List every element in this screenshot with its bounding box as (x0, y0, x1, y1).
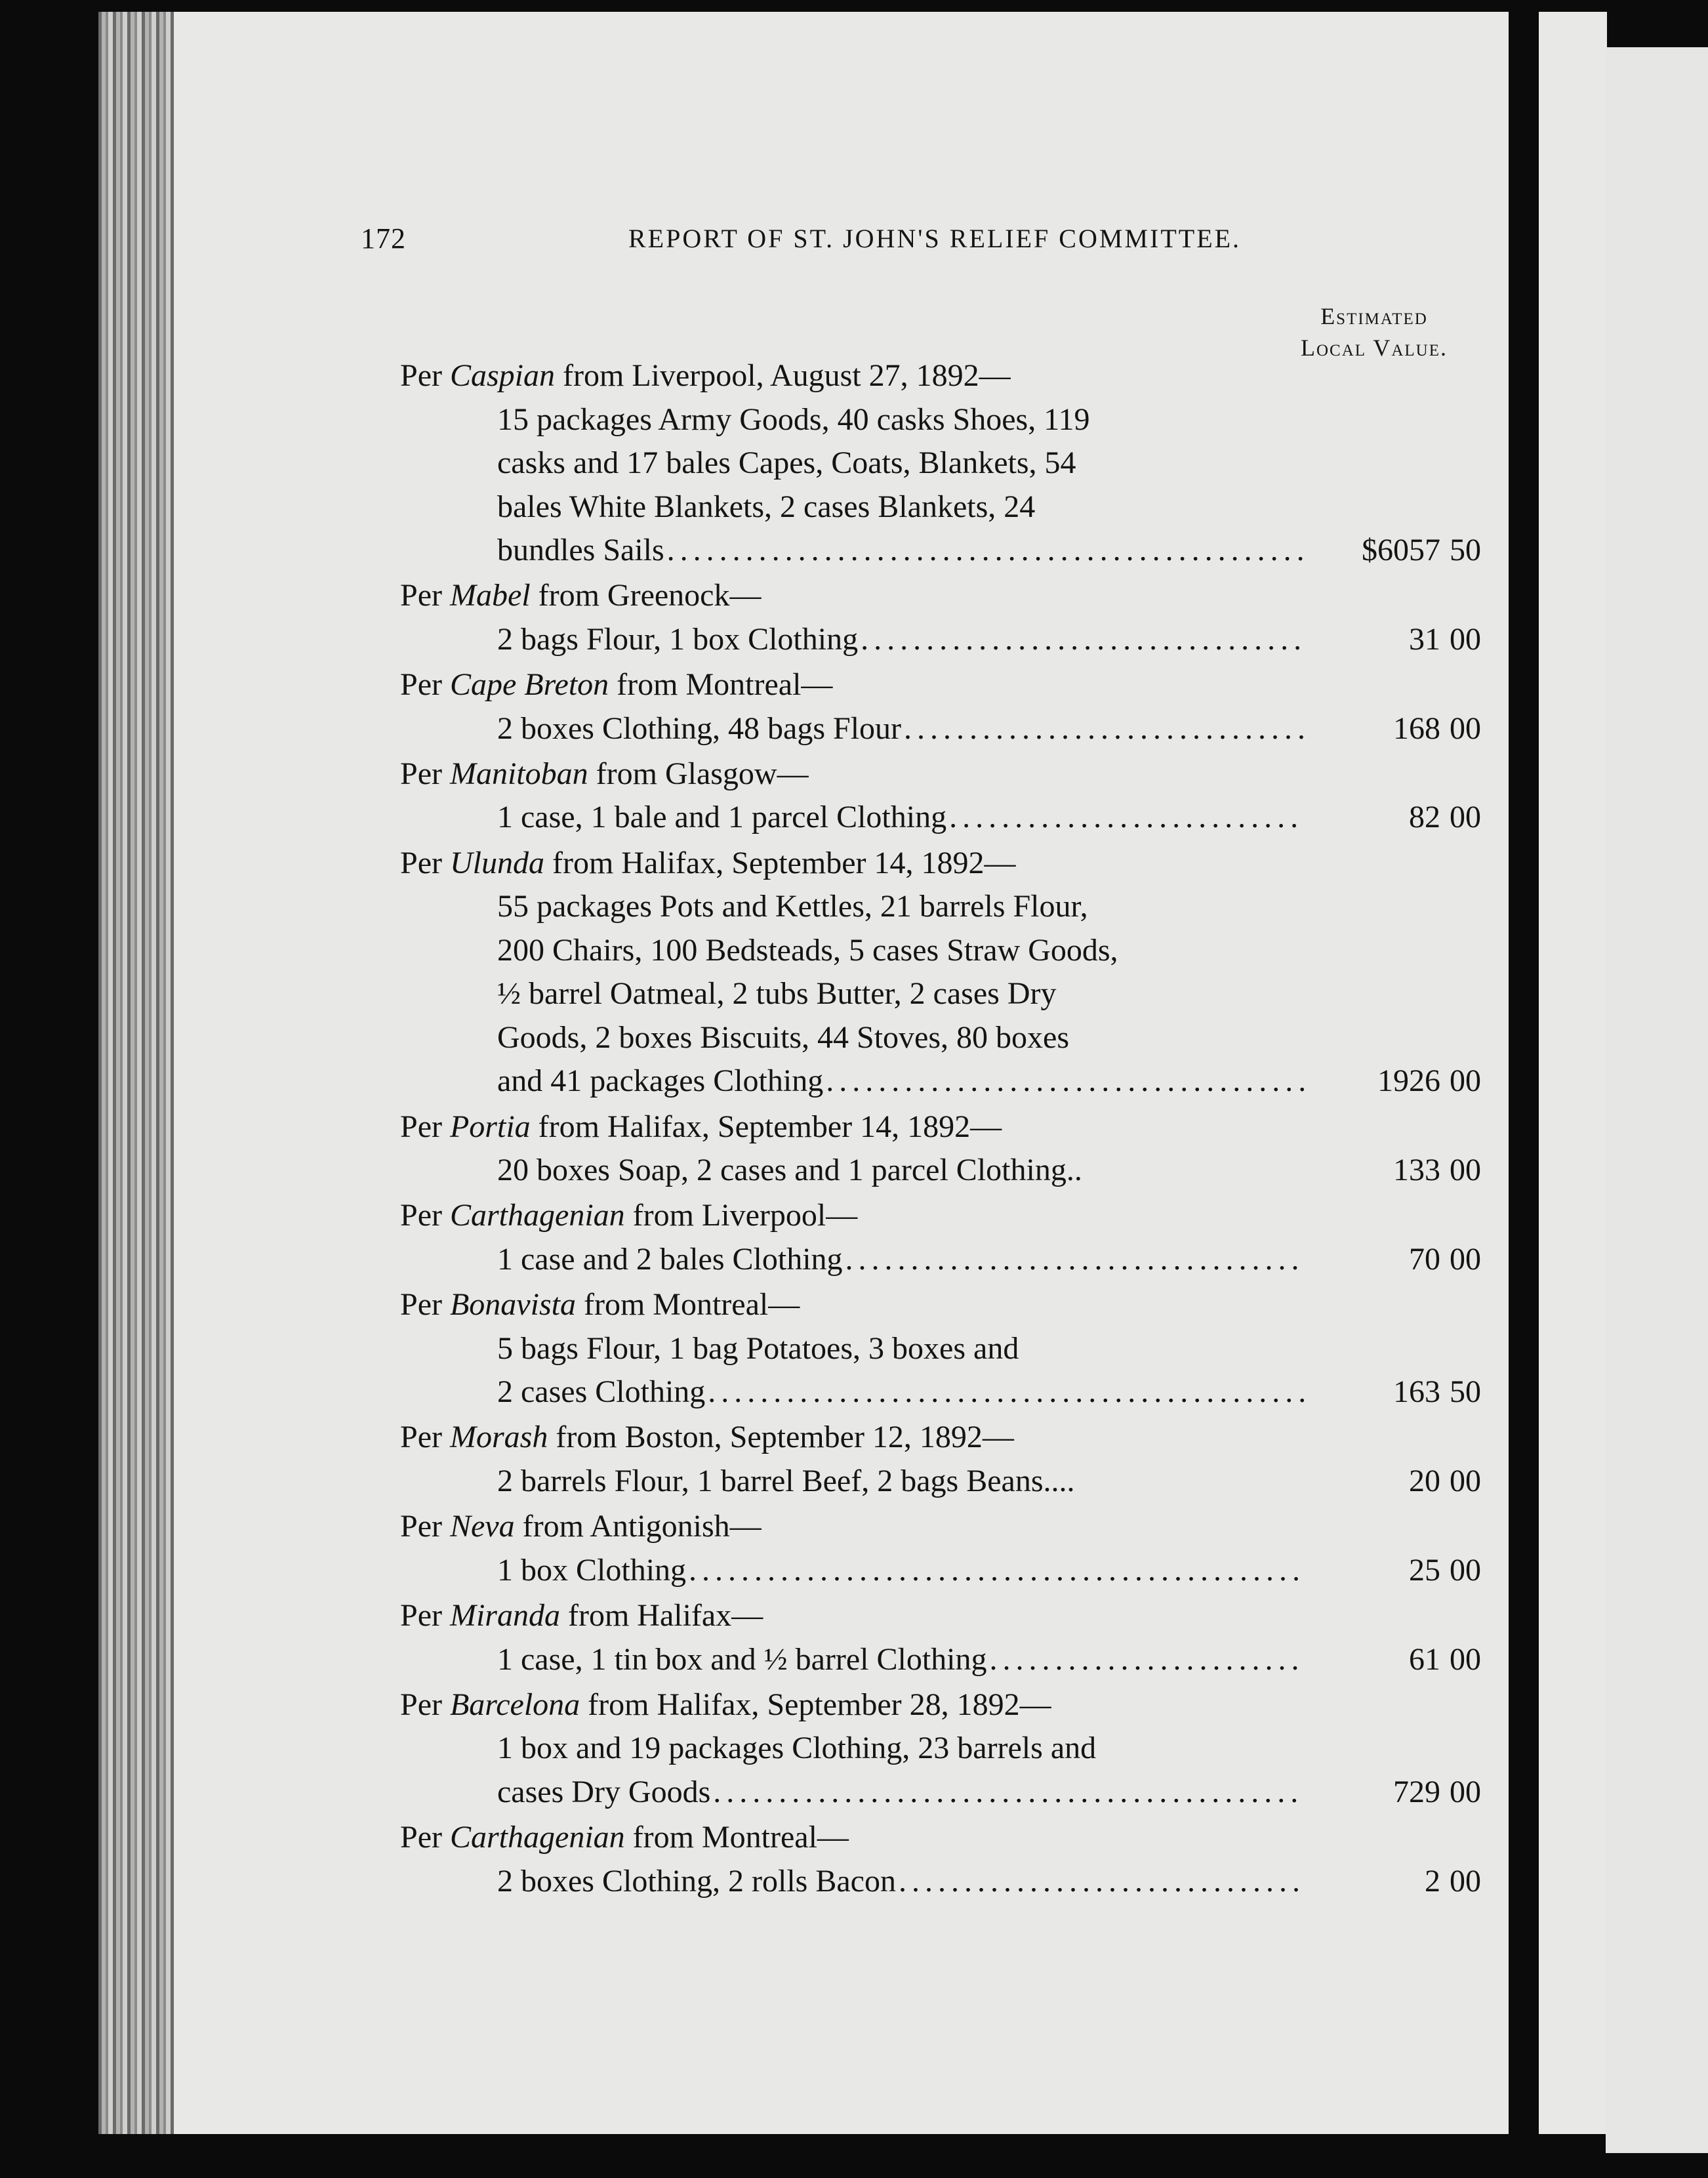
shipment-header (400, 1816, 1253, 1859)
leader-row (497, 1638, 1304, 1681)
ship-origin: from Montreal— (632, 1820, 849, 1855)
per-label: Per (400, 1287, 442, 1323)
value-dollars: 82 (1409, 800, 1440, 835)
ship-name: Carthagenian (449, 1820, 625, 1855)
goods-text: 1 box Clothing (497, 1552, 687, 1588)
per-label: Per (400, 667, 442, 703)
shipment-header (400, 1683, 1253, 1727)
ship-name: Morash (449, 1420, 548, 1455)
running-title: REPORT OF ST. JOHN'S RELIEF COMMITTEE. (628, 224, 1242, 253)
value-dollars: 25 (1409, 1552, 1440, 1588)
per-label: Per (400, 1687, 442, 1722)
ship-name: Ulunda (449, 845, 544, 880)
value-dollars: 1926 (1377, 1063, 1440, 1099)
goods-text: 1 case and 2 bales Clothing (497, 1241, 843, 1277)
value-cents: 00 (1450, 1063, 1481, 1099)
value-cents: 00 (1450, 1153, 1481, 1187)
ship-name: Neva (449, 1509, 515, 1544)
per-label: Per (400, 578, 442, 613)
goods-text: Goods, 2 boxes Biscuits, 44 Stoves, 80 boxes (497, 1019, 1070, 1055)
goods-line (497, 1860, 1304, 1903)
shipment-header (400, 1283, 1253, 1326)
shipment-header (400, 663, 1253, 707)
leader-row (497, 796, 1304, 839)
dot-leader (689, 1549, 1304, 1592)
estimated-value (1318, 618, 1515, 661)
shipment-header (400, 574, 1253, 617)
shipment-header (400, 1505, 1253, 1548)
goods-line (497, 1638, 1304, 1681)
value-cents: 00 (1450, 1863, 1481, 1899)
goods-line (497, 1460, 1304, 1503)
value-header-line-2: Local Value. (1300, 335, 1448, 361)
shipment-header (400, 1416, 1253, 1459)
goods-text: 1 case, 1 tin box and ½ barrel Clothing (497, 1641, 987, 1677)
per-label: Per (400, 1820, 442, 1855)
leader-row (497, 529, 1304, 572)
estimated-value (1318, 1638, 1515, 1681)
page-gutter (1509, 0, 1539, 2178)
leader-row (497, 1860, 1304, 1903)
per-label: Per (400, 358, 442, 393)
estimated-value (1318, 1860, 1515, 1903)
value-dollars: 70 (1409, 1241, 1440, 1277)
per-label: Per (400, 1598, 442, 1633)
goods-text: and 41 packages Clothing (497, 1063, 824, 1099)
ship-name: Manitoban (449, 756, 588, 791)
estimated-value (1318, 529, 1515, 572)
ship-name: Cape Breton (449, 667, 609, 703)
goods-line (497, 1727, 1304, 1770)
goods-line (497, 1771, 1304, 1814)
goods-text: 200 Chairs, 100 Bedsteads, 5 cases Straw Goods, (497, 932, 1118, 968)
estimated-value (1318, 1149, 1515, 1192)
shipment-header (400, 842, 1253, 885)
dot-leader (990, 1638, 1304, 1681)
goods-text: 1 case, 1 bale and 1 parcel Clothing (497, 800, 947, 835)
ship-origin: from Halifax— (567, 1598, 763, 1633)
dot-leader (899, 1860, 1304, 1903)
goods-text: cases Dry Goods (497, 1774, 711, 1809)
value-cents: 00 (1450, 1241, 1481, 1277)
goods-line (497, 1327, 1304, 1370)
ship-name: Portia (449, 1109, 531, 1144)
ship-origin: from Montreal— (583, 1287, 800, 1323)
ship-origin: from Halifax, September 14, 1892— (538, 1109, 1002, 1144)
ship-origin: from Boston, September 12, 1892— (556, 1420, 1014, 1455)
goods-line (497, 1016, 1304, 1059)
goods-text: 1 box and 19 packages Clothing, 23 barrels and (497, 1731, 1097, 1766)
value-cents: 50 (1450, 1374, 1481, 1410)
per-label: Per (400, 756, 442, 791)
dot-leader (949, 796, 1304, 839)
ship-name: Caspian (449, 358, 556, 393)
value-dollars: 20 (1409, 1463, 1440, 1498)
ship-origin: from Antigonish— (522, 1509, 762, 1544)
per-label: Per (400, 1198, 442, 1233)
estimated-value (1318, 1059, 1515, 1103)
goods-line (497, 1549, 1304, 1592)
goods-line (497, 618, 1304, 661)
value-cents: 00 (1450, 1463, 1481, 1498)
goods-line (497, 1238, 1304, 1281)
value-header-line-1: Estimated (1320, 303, 1428, 329)
goods-line (497, 398, 1304, 442)
ship-origin: from Halifax, September 28, 1892— (588, 1687, 1051, 1722)
ship-origin: from Liverpool, August 27, 1892— (563, 358, 1011, 393)
dot-leader (845, 1238, 1304, 1281)
goods-line (497, 1149, 1304, 1192)
goods-line (497, 485, 1304, 529)
ship-origin: from Liverpool— (632, 1198, 858, 1233)
estimated-value (1318, 1549, 1515, 1592)
value-cents: 50 (1450, 533, 1481, 567)
value-cents: 00 (1450, 621, 1481, 657)
book-page (98, 12, 1607, 2134)
dot-leader (708, 1370, 1304, 1414)
value-dollars: 163 (1393, 1374, 1440, 1410)
goods-text: 2 barrels Flour, 1 barrel Beef, 2 bags Beans.... (497, 1463, 1075, 1498)
goods-text: bales White Blankets, 2 cases Blankets, 24 (497, 489, 1036, 524)
shipment-list (98, 12, 1607, 2134)
value-cents: 00 (1450, 1641, 1481, 1677)
goods-text: casks and 17 bales Capes, Coats, Blankets, 54 (497, 445, 1076, 480)
dot-leader (826, 1059, 1304, 1103)
estimated-value (1318, 1370, 1515, 1414)
dot-leader (667, 529, 1304, 572)
per-label: Per (400, 1109, 442, 1144)
facing-page-edge (1606, 47, 1708, 2153)
goods-text: bundles Sails (497, 533, 664, 567)
ship-name: Mabel (449, 578, 531, 613)
goods-text: 5 bags Flour, 1 bag Potatoes, 3 boxes and (497, 1330, 1019, 1366)
ship-name: Carthagenian (449, 1198, 625, 1233)
dot-leader (904, 707, 1304, 750)
ship-name: Bonavista (449, 1287, 576, 1323)
goods-text: 20 boxes Soap, 2 cases and 1 parcel Clothing.. (497, 1153, 1082, 1187)
value-cents: 00 (1450, 1552, 1481, 1588)
leader-row (497, 1059, 1304, 1103)
page-number: 172 (361, 222, 406, 255)
ship-name: Barcelona (449, 1687, 580, 1722)
goods-line (497, 796, 1304, 839)
estimated-value (1318, 1771, 1515, 1814)
goods-text: 2 boxes Clothing, 48 bags Flour (497, 710, 902, 746)
goods-line (497, 972, 1304, 1016)
dot-leader (713, 1771, 1304, 1814)
leader-row (497, 1771, 1304, 1814)
goods-line (497, 1370, 1304, 1414)
ship-origin: from Halifax, September 14, 1892— (552, 845, 1016, 880)
value-cents: 00 (1450, 710, 1481, 746)
leader-row (497, 618, 1304, 661)
value-dollars: 2 (1425, 1863, 1440, 1899)
estimated-value (1318, 1460, 1515, 1503)
value-cents: 00 (1450, 1774, 1481, 1809)
shipment-header (400, 354, 1253, 398)
dot-leader (861, 618, 1304, 661)
value-dollars: 133 (1393, 1153, 1440, 1187)
shipment-header (400, 752, 1253, 796)
per-label: Per (400, 845, 442, 880)
shipment-header (400, 1594, 1253, 1637)
leader-row (497, 1238, 1304, 1281)
goods-line (497, 1059, 1304, 1103)
value-cents: 00 (1450, 800, 1481, 835)
goods-line (497, 442, 1304, 485)
value-dollars: 61 (1409, 1641, 1440, 1677)
goods-line (497, 529, 1304, 572)
ship-origin: from Glasgow— (596, 756, 809, 791)
shipment-header (400, 1105, 1253, 1149)
leader-row (497, 1370, 1304, 1414)
goods-line (497, 707, 1304, 750)
leader-row (497, 1549, 1304, 1592)
goods-text: 2 boxes Clothing, 2 rolls Bacon (497, 1863, 896, 1899)
ship-name: Miranda (449, 1598, 560, 1633)
estimated-value (1318, 796, 1515, 839)
value-dollars: $6057 (1362, 533, 1440, 567)
estimated-value (1318, 1238, 1515, 1281)
goods-line (497, 929, 1304, 972)
shipment-header (400, 1194, 1253, 1237)
goods-text: 15 packages Army Goods, 40 casks Shoes, 119 (497, 401, 1090, 437)
value-dollars: 31 (1409, 621, 1440, 657)
goods-text: ½ barrel Oatmeal, 2 tubs Butter, 2 cases Dry (497, 976, 1057, 1012)
goods-text: 55 packages Pots and Kettles, 21 barrels Flour, (497, 889, 1088, 924)
goods-text: 2 bags Flour, 1 box Clothing (497, 621, 859, 657)
per-label: Per (400, 1420, 442, 1455)
estimated-value (1318, 707, 1515, 750)
value-dollars: 729 (1393, 1774, 1440, 1809)
per-label: Per (400, 1509, 442, 1544)
ship-origin: from Montreal— (617, 667, 833, 703)
value-dollars: 168 (1393, 710, 1440, 746)
goods-text: 2 cases Clothing (497, 1374, 706, 1410)
ship-origin: from Greenock— (538, 578, 762, 613)
leader-row (497, 707, 1304, 750)
goods-line (497, 885, 1304, 928)
